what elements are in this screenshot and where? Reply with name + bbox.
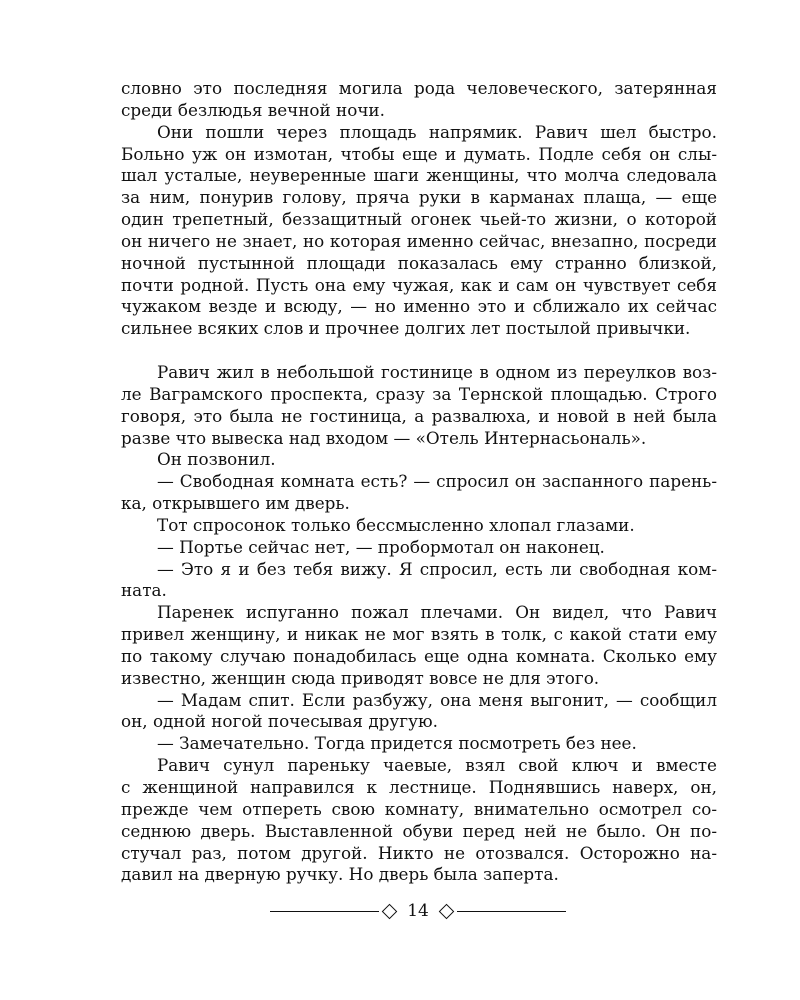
text-line: Равич сунул пареньку чаевые, взял свой ключ и вместе — [157, 755, 717, 776]
text-line: сильнее всяких слов и прочнее долгих лет постылой привычки. — [121, 318, 691, 339]
text-line: седнюю дверь. Выставленной обуви перед ней не было. Он по- — [121, 820, 717, 841]
page-footer — [270, 898, 566, 924]
text-line: Равич жил в небольшой гостинице в одном из переулков воз- — [157, 361, 717, 382]
text-line: ле Ваграмского проспекта, сразу за Тернской площадью. Строго — [121, 383, 717, 404]
text-line: за ним, понурив голову, пряча руки в карманах плаща, — еще — [121, 187, 717, 208]
diamond-ornament-icon — [382, 903, 398, 919]
text-line: — Мадам спит. Если разбужу, она меня выгонит, — сообщил — [157, 689, 717, 710]
text-line: Он позвонил. — [157, 449, 276, 470]
page-number: 14 — [407, 901, 429, 921]
text-line: — Это я и без тебя вижу. Я спросил, есть ли свободная ком- — [157, 558, 717, 579]
footer-rule-right — [457, 911, 566, 912]
text-line: среди безлюдья вечной ночи. — [121, 99, 385, 120]
text-line: словно это последняя могила рода человеческого, затерянная — [121, 78, 717, 98]
text-line: Тот спросонок только бессмысленно хлопал глазами. — [157, 514, 635, 535]
text-line: с женщиной направился к лестнице. Поднявшись наверх, он, — [121, 777, 717, 797]
text-line: Больно уж он измотан, чтобы еще и думать. Подле себя он слы- — [121, 143, 717, 164]
text-line: — Замечательно. Тогда придется посмотреть без нее. — [157, 733, 637, 754]
text-line: давил на дверную ручку. Но дверь была заперта. — [121, 864, 559, 885]
text-line: привел женщину, и никак не мог взять в толк, с какой стати ему — [121, 624, 717, 645]
text-line: почти родной. Пусть она ему чужая, как и сам он чувствует себя — [121, 274, 717, 295]
text-line: ночной пустынной площади показалась ему странно близкой, — [121, 252, 717, 273]
text-line: разве что вывеска над входом — «Отель Интернасьональ». — [121, 427, 647, 448]
text-line: ната. — [121, 580, 167, 601]
text-line: прежде чем отпереть свою комнату, внимательно осмотрел со- — [121, 798, 717, 819]
text-line: — Свободная комната есть? — спросил он заспанного парень- — [157, 471, 717, 492]
text-line: ка, открывшего им дверь. — [121, 493, 350, 514]
text-line: говоря, это была не гостиница, а развалюха, и новой в ней была — [121, 405, 717, 426]
text-line: он ничего не знает, но которая именно сейчас, внезапно, посреди — [121, 230, 717, 251]
text-line: Паренек испуганно пожал плечами. Он видел, что Равич — [157, 602, 717, 623]
text-line: один трепетный, беззащитный огонек чьей-то жизни, о которой — [121, 209, 717, 230]
text-line: Они пошли через площадь напрямик. Равич шел быстро. — [157, 121, 717, 142]
text-line: он, одной ногой почесывая другую. — [121, 711, 438, 732]
text-line: стучал раз, потом другой. Никто не отозвался. Осторожно на- — [121, 842, 717, 863]
text-line: известно, женщин сюда приводят вовсе не для этого. — [121, 667, 600, 688]
text-line: чужаком везде и всюду, — но именно это и сближало их сейчас — [121, 296, 717, 317]
paragraph-gap — [121, 340, 717, 362]
text-line: по такому случаю понадобилась еще одна комната. Сколько ему — [121, 645, 717, 666]
text-line: шал усталые, неуверенные шаги женщины, что молча следовала — [121, 165, 717, 186]
diamond-ornament-icon — [439, 903, 455, 919]
text-line: — Портье сейчас нет, — пробормотал он наконец. — [157, 536, 605, 557]
page-text — [121, 78, 717, 886]
footer-rule-left — [270, 911, 379, 912]
